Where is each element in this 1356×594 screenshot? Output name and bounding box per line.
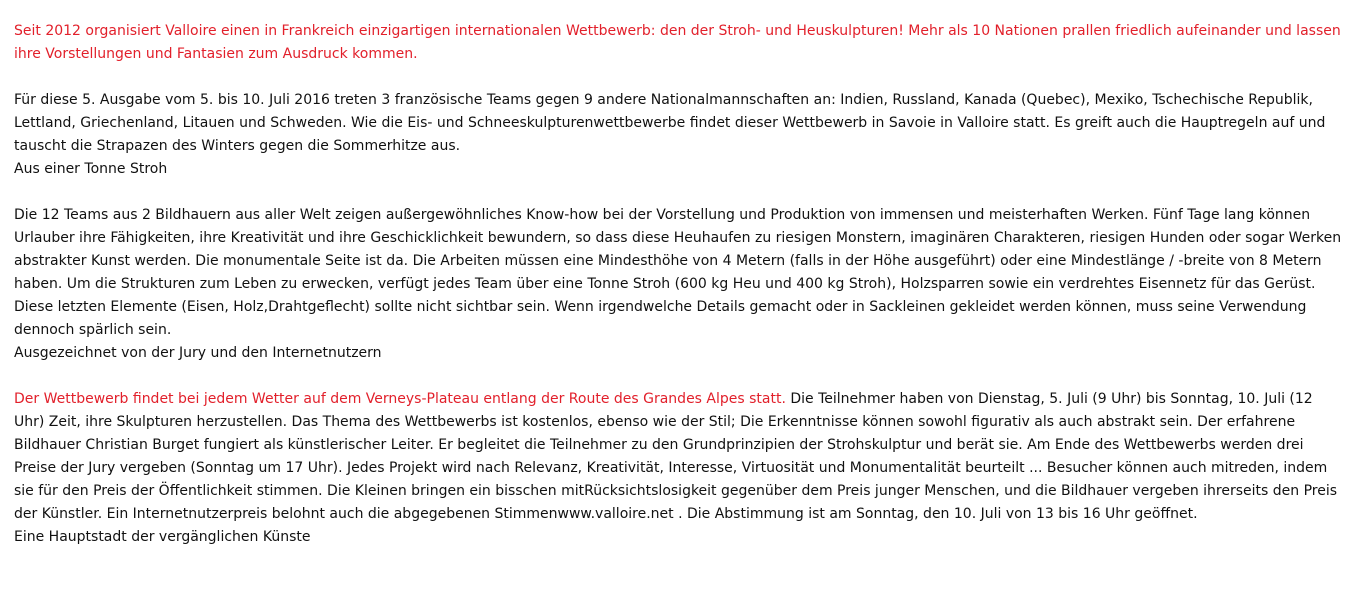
competition-paragraph: Die Teilnehmer haben von Dienstag, 5. Juli (9 Uhr) bis Sonntag, 10. Juli (12 Uhr) Zeit, ihre Skulpturen herzustellen. Das Thema des Wettbewerbs ist kostenlos, ebenso wie der Stil; Die Erkenntnisse können sowohl figurativ als auch abstrakt sein. Der erfahrene Bildhauer Christian Burget fungiert als künstlerischer Leiter. Er begleitet die Teilnehmer zu den Grundprinzipien der Strohskulptur und berät sie. Am Ende des Wettbewerbs werden drei Preise der Jury vergeben (Sonntag um 17 Uhr). Jedes Projekt wird nach Relevanz, Kreativität, Interesse, Virtuosität und Monumentalität beurteilt ... Besucher können auch mitreden, indem sie für den Preis der Öffentlichkeit stimmen. Die Kleinen bringen ein bisschen mitRücksichtslosigkeit gegenüber dem Preis junger Menschen, und die Bildhauer vergeben ihrerseits den Preis der Künstler. Ein Internetnutzerpreis belohnt auch die abgegebenen Stimmenwww.valloire.net . Die Abstimmung ist am Sonntag, den 10. Juli von 13 bis 16 Uhr geöffnet.: [14, 391, 1338, 522]
teams-section: [14, 204, 1342, 365]
subheading-straw: Aus einer Tonne Stroh: [14, 161, 168, 177]
intro-paragraph: Seit 2012 organisiert Valloire einen in Frankreich einzigartigen internationalen Wettbewerb: den der Stroh- und Heuskulpturen! Mehr als 10 Nationen prallen friedlich aufeinander und lassen ihre Vorstellungen und Fantasien zum Ausdruck kommen.: [14, 23, 1341, 62]
subheading-capital: Eine Hauptstadt der vergänglichen Künste: [14, 529, 311, 545]
teams-paragraph: Die 12 Teams aus 2 Bildhauern aus aller Welt zeigen außergewöhnliches Know-how bei der Vorstellung und Produktion von immensen und meisterhaften Werken. Fünf Tage lang können Urlauber ihre Fähigkeiten, ihre Kreativität und ihre Geschicklichkeit bewundern, so dass diese Heuhaufen zu riesigen Monstern, imaginären Charakteren, riesigen Hunden oder sogar Werken abstrakter Kunst werden. Die monumentale Seite ist da. Die Arbeiten müssen eine Mindesthöhe von 4 Metern (falls in der Höhe ausgeführt) oder eine Mindestlänge / -breite von 8 Metern haben. Um die Strukturen zum Leben zu erwecken, verfügt jedes Team über eine Tonne Stroh (600 kg Heu und 400 kg Stroh), Holzsparren sowie ein verdrehtes Eisennetz für das Gerüst. Diese letzten Elemente (Eisen, Holz,Drahtgeflecht) sollte nicht sichtbar sein. Wenn irgendwelche Details gemacht oder in Sackleinen gekleidet werden können, muss seine Verwendung dennoch spärlich sein.: [14, 207, 1342, 338]
subheading-jury: Ausgezeichnet von der Jury und den Internetnutzern: [14, 345, 382, 361]
competition-highlight: Der Wettbewerb findet bei jedem Wetter auf dem Verneys-Plateau entlang der Route des Grandes Alpes statt.: [14, 391, 786, 407]
edition-section: [14, 89, 1342, 181]
competition-section: [14, 388, 1342, 549]
edition-paragraph: Für diese 5. Ausgabe vom 5. bis 10. Juli 2016 treten 3 französische Teams gegen 9 andere Nationalmannschaften an: Indien, Russland, Kanada (Quebec), Mexiko, Tschechische Republik, Lettland, Griechenland, Litauen und Schweden. Wie die Eis- und Schneeskulpturenwettbewerbe findet dieser Wettbewerb in Savoie in Valloire statt. Es greift auch die Hauptregeln auf und tauscht die Strapazen des Winters gegen die Sommerhitze aus.: [14, 92, 1326, 154]
